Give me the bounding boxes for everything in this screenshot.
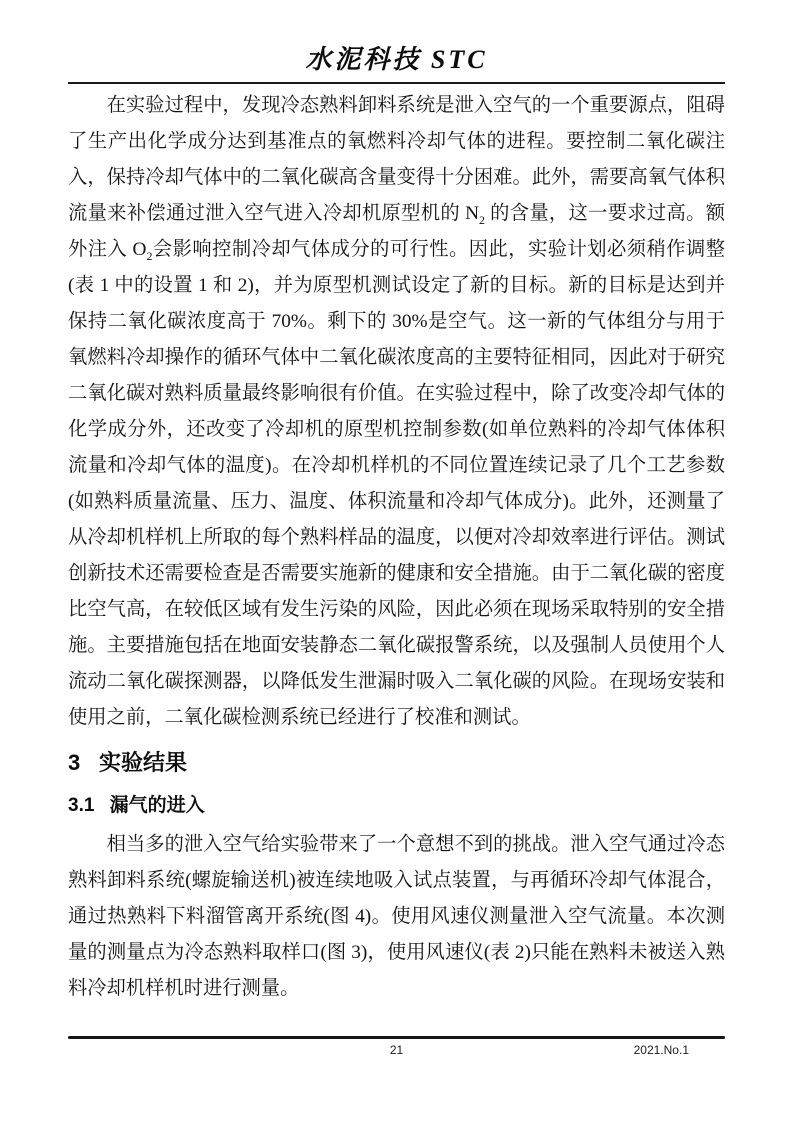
page-footer bbox=[68, 1036, 725, 1058]
footer-row bbox=[68, 1042, 725, 1058]
paragraph-cooling-gas-experiment: 在实验过程中，发现冷态熟料卸料系统是泄入空气的一个重要源点，阻碍了生产出化学成分达到基准点的氧燃料冷却气体的进程。要控制二氧化碳注入，保持冷却气体中的二氧化碳高含量变得十分困难。此外，需要高氧气体积流量来补偿通过泄入空气进入冷却机原型机的 $N_2$ 的含量，这一要求过高。额外注入 $O_2$会影响控制冷却气体成分的可行性。因此，实验计划必须稍作调整(表 1 中的设置 1 和 2)，并为原型机测试设定了新的目标。新的目标是达到并保持二氧化碳浓度高于 70%。剩下的 30%是空气。这一新的气体组分与用于氧燃料冷却操作的循环气体中二氧化碳浓度高的主要特征相同，因此对于研究二氧化碳对熟料质量最终影响很有价值。在实验过程中，除了改变冷却气体的化学成分外，还改变了冷却机的原型机控制参数(如单位熟料的冷却气体体积流量和冷却气体的温度)。在冷却机样机的不同位置连续记录了几个工艺参数(如熟料质量流量、压力、温度、体积流量和冷却气体成分)。此外，还测量了从冷却机样机上所取的每个熟料样品的温度，以便对冷却效率进行评估。测试创新技术还需要检查是否需要实施新的健康和安全措施。由于二氧化碳的密度比空气高，在较低区域有发生污染的风险，因此必须在现场采取特别的安全措施。主要措施包括在地面安装静态二氧化碳报警系统，以及强制人员使用个人流动二氧化碳探测器，以降低发生泄漏时吸入二氧化碳的风险。在现场安装和使用之前，二氧化碳检测系统已经进行了校准和测试。 bbox=[68, 95, 726, 728]
page-content bbox=[68, 45, 725, 1007]
subsection-heading-leak-air bbox=[68, 792, 725, 819]
subsection-number: 3.1 bbox=[68, 795, 95, 816]
issue-number: 2021.No.1 bbox=[633, 1043, 689, 1057]
footer-rule bbox=[68, 1036, 725, 1039]
section-title: 实验结果 bbox=[98, 750, 187, 775]
section-heading-results bbox=[68, 748, 725, 778]
section-number: 3 bbox=[68, 750, 81, 775]
header-rule bbox=[68, 82, 725, 84]
page-header bbox=[68, 45, 725, 84]
journal-title: 水泥科技 STC bbox=[305, 45, 488, 74]
article-body bbox=[68, 88, 725, 1007]
subsection-title: 漏气的进入 bbox=[109, 795, 205, 816]
page-number: 21 bbox=[389, 1043, 404, 1057]
paragraph-leak-air-measurement: 相当多的泄入空气给实验带来了一个意想不到的挑战。泄入空气通过冷态熟料卸料系统(螺旋输送机)被连续地吸入试点装置，与再循环冷却气体混合，通过热熟料下料溜管离开系统(图 4)。使用风速仪测量泄入空气流量。本次测量的测量点为冷态熟料取样口(图 3)，使用风速仪(表 2)只能在熟料未被送入熟料冷却机样机时进行测量。 bbox=[68, 834, 725, 999]
